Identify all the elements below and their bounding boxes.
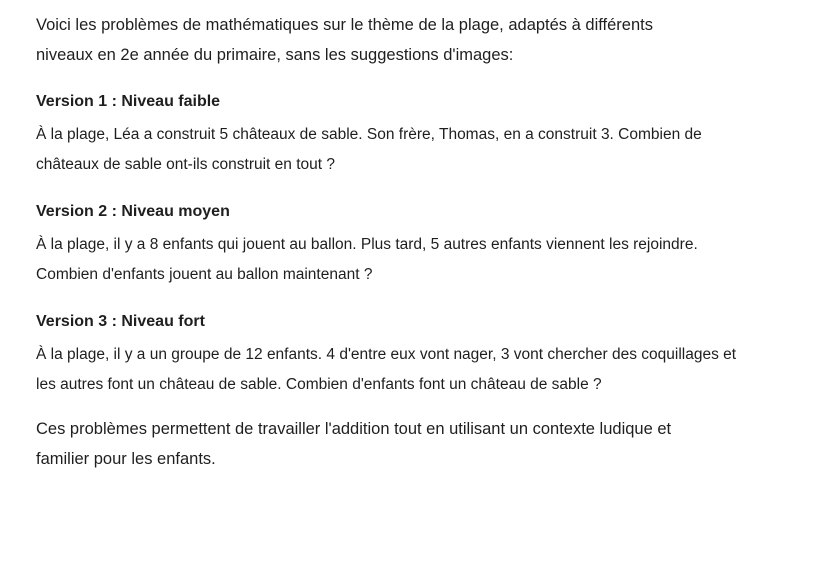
outro-paragraph: Ces problèmes permettent de travailler l'addition tout en utilisant un contexte ludique et familier pour les enfants. <box>36 420 672 468</box>
version-1-text: À la plage, Léa a construit 5 châteaux de sable. Son frère, Thomas, en a construit 3. Combien de châteaux de sable ont-ils construit en tout ? <box>36 126 702 173</box>
version-1-heading: Version 1 : Niveau faible <box>36 93 221 110</box>
version-2-heading: Version 2 : Niveau moyen <box>36 203 230 220</box>
version-1-section <box>36 88 787 180</box>
intro-paragraph: Voici les problèmes de mathématiques sur le thème de la plage, adaptés à différents niveaux en 2e année du primaire, sans les suggestions d'images: <box>36 16 653 64</box>
version-3-section <box>36 308 787 400</box>
version-3-heading: Version 3 : Niveau fort <box>36 313 205 330</box>
version-3-text: À la plage, il y a un groupe de 12 enfants. 4 d'entre eux vont nager, 3 vont chercher des coquillages et les autres font un château de sable. Combien d'enfants font un château de sable ? <box>36 346 737 393</box>
version-2-section <box>36 198 787 290</box>
version-2-text: À la plage, il y a 8 enfants qui jouent au ballon. Plus tard, 5 autres enfants viennent les rejoindre. Combien d'enfants jouent au ballon maintenant ? <box>36 236 698 283</box>
